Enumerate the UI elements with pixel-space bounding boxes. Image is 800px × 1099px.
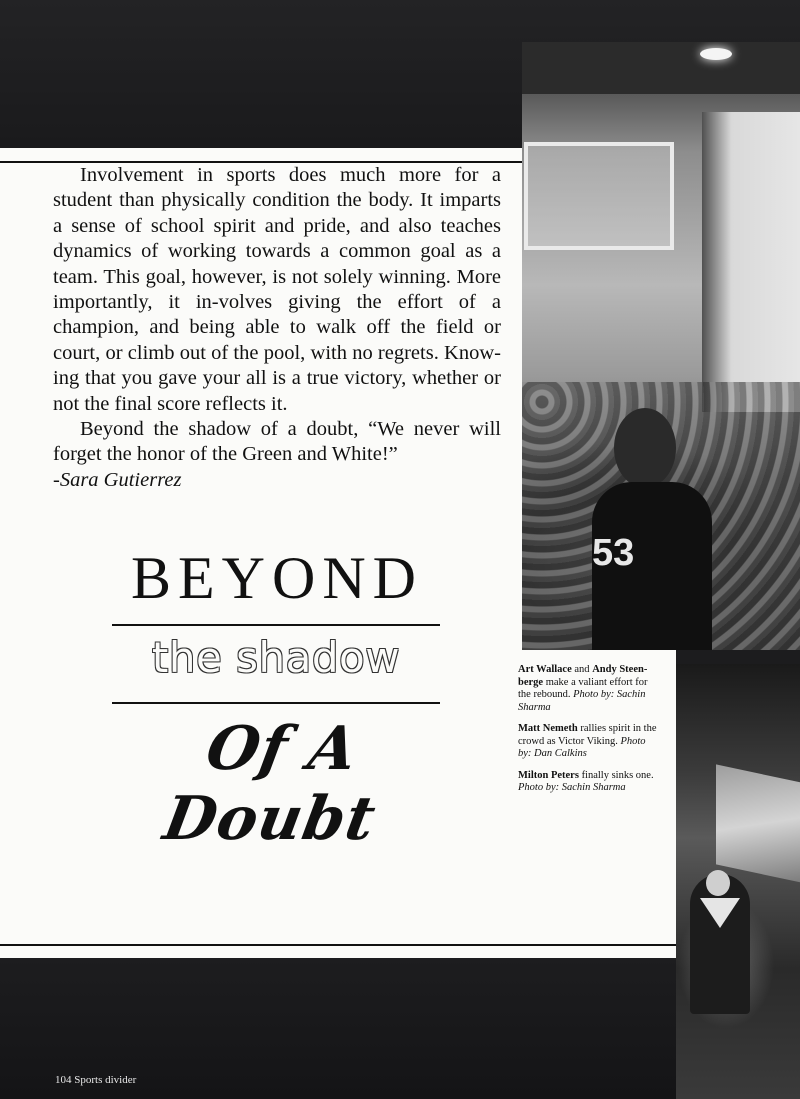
ceiling-light — [700, 48, 732, 60]
photo-captions — [518, 664, 658, 804]
caption: Art Wallace and Andy Steen-berge make a valiant effort for the rebound. Photo by: Sachin Sharma — [518, 664, 648, 713]
viking-mascot-photo — [676, 664, 800, 1099]
bottom-rule — [0, 944, 676, 946]
title-the-shadow: the shadow — [151, 633, 401, 682]
player-head — [614, 408, 676, 488]
title-beyond: BEYOND — [131, 545, 423, 611]
ceiling-beam — [522, 42, 800, 94]
article-body — [53, 163, 501, 493]
title-divider — [112, 702, 440, 704]
article-paragraph: Involvement in sports does much more for a student than physically condition the body. It imparts a sense of school spirit and pride, and also teaches dynamics of working towards a common goal as a team. This goal, however, is not solely winning. More importantly, it in-volves giving the effort of a champion, and being able to walk off the field or court, or climb out of the pool, with no regrets. Know-ing that you gave your all is a true victory, whether or not the final score reflects it. — [53, 164, 501, 415]
gym-wall — [702, 112, 800, 412]
jersey-number: 53 — [592, 532, 635, 574]
spirit-banner — [716, 764, 800, 883]
basketball-photo — [522, 42, 800, 650]
page-footer: 104 Sports divider — [55, 1074, 137, 1086]
caption: Matt Nemeth rallies spirit in the crowd as Victor Viking. Photo by: Dan Calkins — [518, 723, 657, 759]
caption: Milton Peters finally sinks one. Photo by: Sachin Sharma — [518, 769, 654, 793]
backboard — [524, 142, 674, 250]
article-paragraph: Beyond the shadow of a doubt, “We never will forget the honor of the Green and White!” — [53, 418, 501, 466]
mascot-face — [706, 870, 730, 896]
title-of-a-doubt: Of A Doubt — [158, 714, 382, 854]
title-divider — [112, 624, 440, 626]
article-signature: -Sara Gutierrez — [53, 468, 182, 491]
